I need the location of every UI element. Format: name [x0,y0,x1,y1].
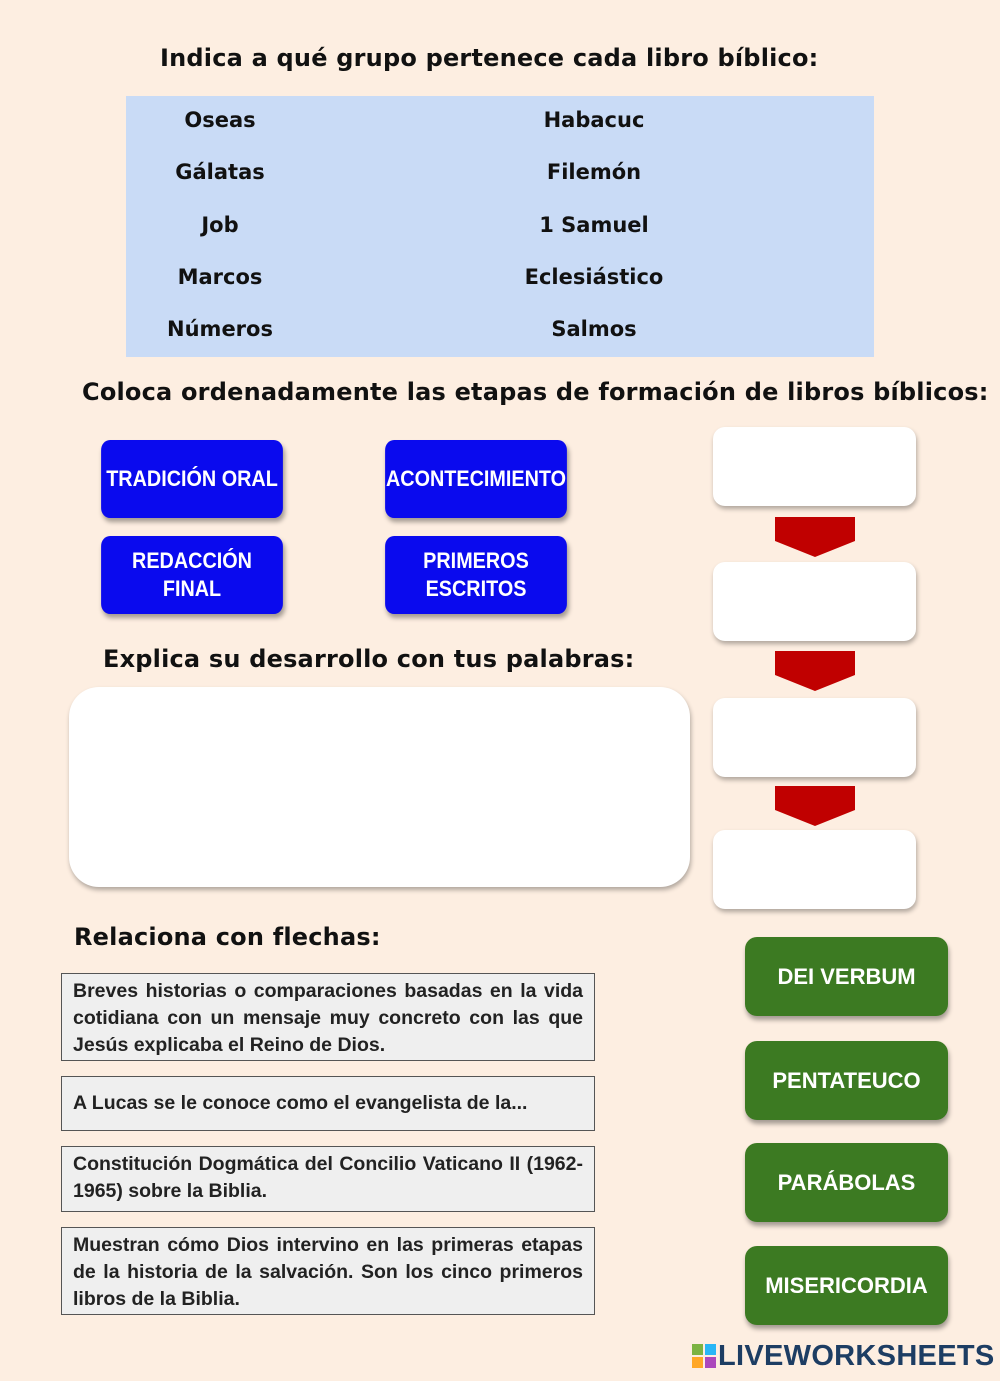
stage-label: PRIMEROS ESCRITOS [423,548,529,601]
book-galatas[interactable]: Gálatas [175,160,265,184]
down-arrow-icon [775,517,855,557]
term-label: PARÁBOLAS [777,1169,916,1195]
down-arrow-icon [775,651,855,691]
definition-misericordia[interactable]: A Lucas se le conoce como el evangelista de la... [61,1076,595,1131]
explanation-textarea[interactable] [69,687,690,887]
book-marcos[interactable]: Marcos [177,265,263,289]
book-habacuc[interactable]: Habacuc [543,108,645,132]
book-numeros[interactable]: Números [167,317,273,341]
book-job[interactable]: Job [201,213,239,237]
brand-text: LIVEWORKSHEETS [718,1339,995,1372]
stage-slot-2[interactable] [713,562,916,641]
stage-label: REDACCIÓN FINAL [132,548,252,601]
book-1-samuel[interactable]: 1 Samuel [539,213,649,237]
match-heading: Relaciona con flechas: [74,923,381,951]
definition-pentateuco[interactable]: Muestran cómo Dios intervino en las primeras etapas de la historia de la salvación. Son los cinco primeros libros de la Biblia. [61,1227,595,1315]
term-label: PENTATEUCO [772,1067,921,1093]
stage-slot-4[interactable] [713,830,916,909]
stage-primeros-escritos-button[interactable] [385,536,567,614]
term-misericordia-button[interactable] [745,1246,948,1325]
down-arrow-icon [775,786,855,826]
stages-heading: Coloca ordenadamente las etapas de formación de libros bíblicos: [82,378,989,406]
stage-tradicion-oral-button[interactable] [101,440,283,518]
term-label: DEI VERBUM [777,963,916,989]
explain-heading: Explica su desarrollo con tus palabras: [103,645,635,673]
term-parabolas-button[interactable] [745,1143,948,1222]
book-salmos[interactable]: Salmos [551,317,637,341]
stage-acontecimiento-button[interactable] [385,440,567,518]
stage-slot-1[interactable] [713,427,916,506]
definition-dei-verbum[interactable]: Constitución Dogmática del Concilio Vaticano II (1962-1965) sobre la Biblia. [61,1146,595,1212]
stage-label: TRADICIÓN ORAL [106,466,278,491]
term-pentateuco-button[interactable] [745,1041,948,1120]
term-label: MISERICORDIA [765,1272,928,1298]
books-heading: Indica a qué grupo pertenece cada libro bíblico: [160,44,819,72]
books-panel [126,96,874,357]
stage-redaccion-final-button[interactable] [101,536,283,614]
book-oseas[interactable]: Oseas [184,108,256,132]
term-dei-verbum-button[interactable] [745,937,948,1016]
brand-logo-icon [692,1344,716,1368]
book-eclesiastico[interactable]: Eclesiástico [524,265,664,289]
liveworksheets-logo [692,1340,995,1372]
stage-slot-3[interactable] [713,698,916,777]
book-filemon[interactable]: Filemón [546,160,642,184]
stage-label: ACONTECIMIENTO [385,466,567,491]
definition-parabolas[interactable]: Breves historias o comparaciones basadas en la vida cotidiana con un mensaje muy concreto con las que Jesús explicaba el Reino de Dios. [61,973,595,1061]
